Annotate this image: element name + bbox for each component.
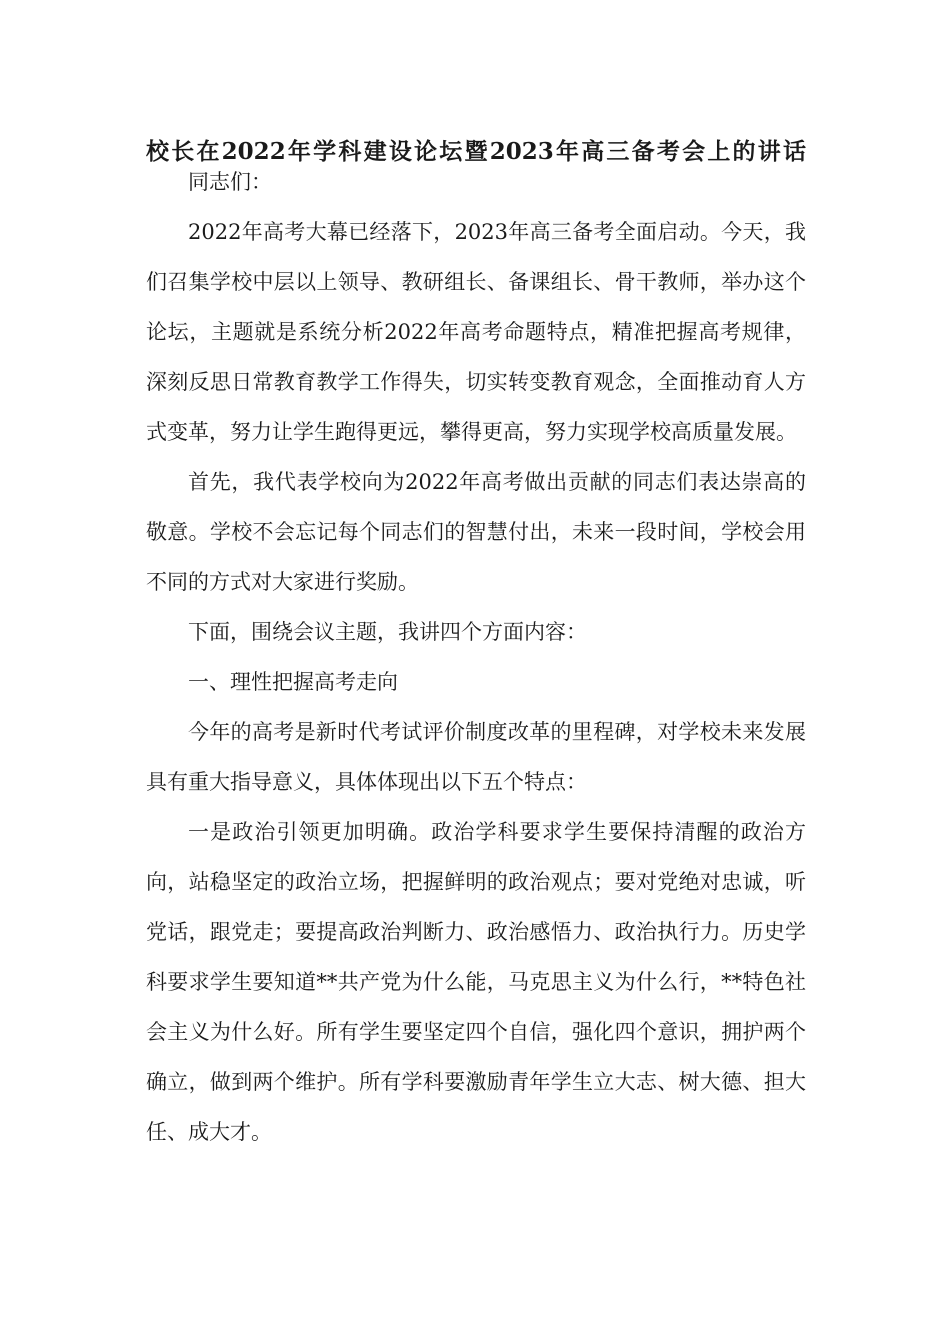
- paragraph-thanks: 首先，我代表学校向为2022年高考做出贡献的同志们表达崇高的敬意。学校不会忘记每个同志们的智慧付出，未来一段时间，学校会用不同的方式对大家进行奖励。: [146, 470, 806, 594]
- paragraph-intro: 2022年高考大幕已经落下，2023年高三备考全面启动。今天，我们召集学校中层以上领导、教研组长、备课组长、骨干教师，举办这个论坛，主题就是系统分析2022年高考命题特点，精准把握高考规律，深刻反思日常教育教学工作得失，切实转变教育观念，全面推动育人方式变革，努力让学生跑得更远，攀得更高，努力实现学校高质量发展。: [146, 220, 806, 444]
- paragraph-feature-1: 一是政治引领更加明确。政治学科要求学生要保持清醒的政治方向，站稳坚定的政治立场，把握鲜明的政治观点；要对党绝对忠诚，听党话，跟党走；要提高政治判断力、政治感悟力、政治执行力。历史学科要求学生要知道**共产党为什么能，马克思主义为什么行，**特色社会主义为什么好。所有学生要坚定四个自信，强化四个意识，拥护两个确立，做到两个维护。所有学科要激励青年学生立大志、树大德、担大任、成大才。: [146, 820, 806, 1144]
- document-body: [146, 157, 806, 1157]
- paragraph-features-intro: 今年的高考是新时代考试评价制度改革的里程碑，对学校未来发展具有重大指导意义，具体体现出以下五个特点：: [146, 720, 806, 794]
- section-heading-1: 一、理性把握高考走向: [188, 670, 398, 694]
- paragraph-outline: 下面，围绕会议主题，我讲四个方面内容：: [188, 620, 587, 644]
- document-title: 校长在2022年学科建设论坛暨2023年高三备考会上的讲话: [146, 138, 806, 165]
- salutation: 同志们：: [188, 170, 272, 194]
